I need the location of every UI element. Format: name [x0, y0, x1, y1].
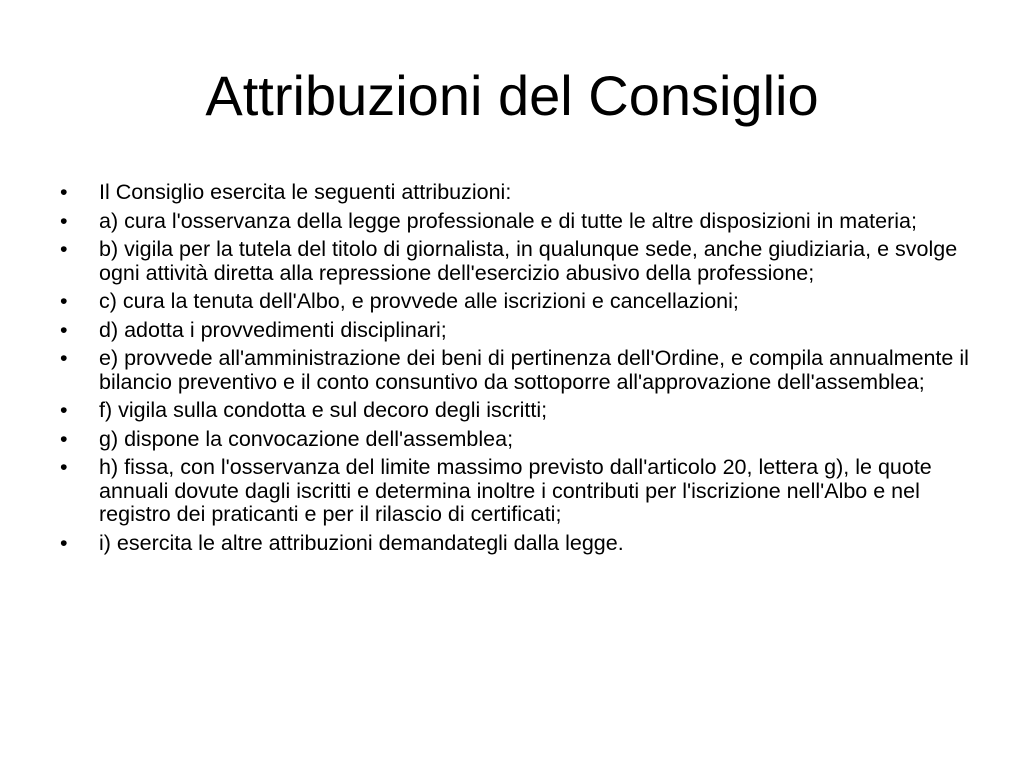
- bullet-item: [60, 456, 972, 527]
- bullet-text: h) fissa, con l'osservanza del limite massimo previsto dall'articolo 20, lettera g), le quote annuali dovute dagli iscritti e determina inoltre i contributi per l'iscrizione nell'Albo e nel registro dei praticanti e per il rilascio di certificati;: [99, 455, 932, 526]
- slide-title: Attribuzioni del Consiglio: [205, 64, 819, 127]
- bullet-text: d) adotta i provvedimenti disciplinari;: [99, 317, 447, 342]
- bullet-mark: •: [60, 208, 68, 233]
- bullet-mark: •: [60, 237, 68, 261]
- bullet-item: [60, 319, 972, 343]
- bullet-text: g) dispone la convocazione dell'assemblea;: [99, 426, 514, 451]
- bullet-mark: •: [60, 289, 68, 313]
- bullet-text: c) cura la tenuta dell'Albo, e provvede alle iscrizioni e cancellazioni;: [99, 289, 739, 313]
- bullet-text: Il Consiglio esercita le seguenti attribuzioni:: [99, 180, 512, 204]
- bullet-item: [60, 210, 972, 234]
- bullet-mark: •: [60, 530, 68, 555]
- bullet-item: [60, 532, 972, 556]
- bullet-item: [60, 399, 972, 423]
- bullet-item: [60, 290, 972, 314]
- bullet-mark: •: [60, 455, 68, 479]
- bullet-item: [60, 428, 972, 452]
- bullet-text: a) cura l'osservanza della legge professionale e di tutte le altre disposizioni in materia;: [99, 208, 917, 233]
- bullet-text: f) vigila sulla condotta e sul decoro degli iscritti;: [99, 398, 548, 422]
- bullet-text: b) vigila per la tutela del titolo di giornalista, in qualunque sede, anche giudiziaria, e svolge ogni attività diretta alla repressione dell'esercizio abusivo della professione;: [99, 237, 958, 285]
- bullet-mark: •: [60, 346, 68, 370]
- bullet-mark: •: [60, 426, 68, 451]
- bullet-mark: •: [60, 317, 68, 342]
- bullet-mark: •: [60, 180, 68, 204]
- bullet-mark: •: [60, 398, 68, 422]
- bullet-item: [60, 238, 972, 285]
- bullet-item: [60, 181, 972, 205]
- bullet-list: [60, 181, 972, 560]
- bullet-text: e) provvede all'amministrazione dei beni di pertinenza dell'Ordine, e compila annualmente il bilancio preventivo e il conto consuntivo da sottoporre all'approvazione dell'assemblea;: [99, 346, 969, 394]
- bullet-item: [60, 347, 972, 394]
- bullet-text: i) esercita le altre attribuzioni demandategli dalla legge.: [99, 530, 624, 555]
